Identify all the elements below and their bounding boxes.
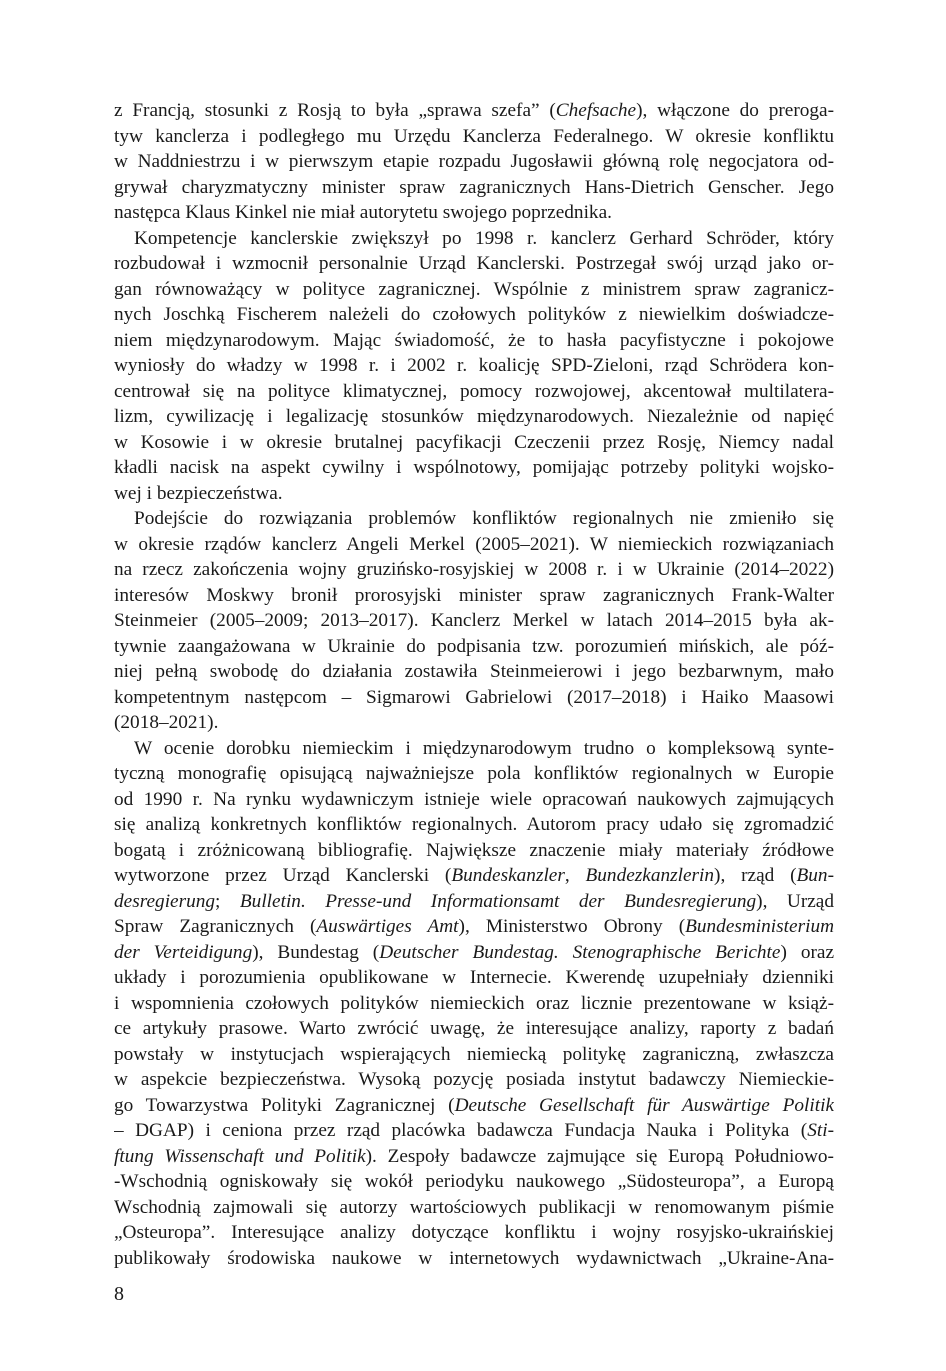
text-line: kompetentnym następcom – Sigmarowi Gabrielowi (2017–2018) i Haiko Maasowi — [114, 686, 834, 708]
text-line: tyczną monografię opisującą najważniejsze pola konfliktów regionalnych w Europie — [114, 763, 834, 784]
text-line: się analizą konkretnych konfliktów regionalnych. Autorom pracy udało się zgromadzić — [114, 814, 834, 835]
paragraph — [114, 736, 834, 1272]
paragraph — [114, 226, 834, 507]
text-line: w aspekcie bezpieczeństwa. Wysoką pozycję posiada instytut badawczy Niemieckie- — [114, 1069, 834, 1090]
text-line: niej pełną swobodę do działania zostawiła Steinmeierowi i jego bezbarwnym, mało — [114, 661, 834, 682]
text-line: – DGAP) i ceniona przez rząd placówka badawcza Fundacja Nauka i Polityka (Sti- — [114, 1120, 834, 1141]
text-line: niem międzynarodowym. Mając świadomość, że to hasła pacyfistyczne i pokojowe — [114, 329, 834, 351]
text-line: tywnie zaangażowana w Ukrainie do podpisania tzw. porozumień mińskich, ale póź- — [114, 635, 834, 657]
text-line: Steinmeier (2005–2009; 2013–2017). Kanclerz Merkel w latach 2014–2015 była ak- — [114, 610, 834, 631]
text-line: i wspomnienia czołowych polityków niemieckich oraz licznie prezentowane w książ- — [114, 992, 834, 1014]
text-line: Wschodnią zajmowali się autorzy wartościowych publikacji w renomowanym piśmie — [114, 1196, 834, 1218]
text-line: wyniosły do władzy w 1998 r. i 2002 r. koalicję SPD-Zieloni, rząd Schrödera kon- — [114, 355, 834, 376]
text-line: układy i porozumienia opublikowane w Internecie. Kwerendę uzupełniały dzienniki — [114, 967, 834, 988]
text-line: z Francją, stosunki z Rosją to była „sprawa szefa” (Chefsache), włączone do preroga- — [114, 100, 834, 121]
text-line: grywał charyzmatyczny minister spraw zagranicznych Hans-Dietrich Genscher. Jego — [114, 176, 834, 198]
page-number: 8 — [114, 1283, 124, 1305]
text-line: W ocenie dorobku niemieckim i międzynarodowym trudno o kompleksową synte- — [134, 737, 834, 759]
text-line: od 1990 r. Na rynku wydawniczym istnieje wiele opracowań naukowych zajmujących — [114, 788, 834, 810]
text-line: desregierung; Bulletin. Presse-und Informationsamt der Bundesregierung), Urząd — [114, 890, 834, 912]
text-line: tyw kanclerza i podległego mu Urzędu Kanclerza Federalnego. W okresie konfliktu — [114, 125, 834, 147]
text-line: „Osteuropa”. Interesujące analizy dotyczące konfliktu i wojny rosyjsko-ukraińskiej — [114, 1222, 834, 1243]
text-line: nych Joschką Fischerem należeli do czołowych polityków z niewielkim doświadcze- — [114, 304, 834, 325]
text-line: interesów Moskwy bronił prorosyjski minister spraw zagranicznych Frank-Walter — [114, 584, 834, 606]
text-line: w Kosowie i w okresie brutalnej pacyfikacji Czeczenii przez Rosję, Niemcy nadal — [114, 431, 834, 453]
text-line: publikowały środowiska naukowe w internetowych wydawnictwach „Ukraine-Ana- — [114, 1247, 834, 1269]
text-line: gan równoważący w polityce zagranicznej. Wspólnie z ministrem spraw zagranicz- — [114, 278, 834, 300]
text-line: w Naddniestrzu i w pierwszym etapie rozpadu Jugosławii główną rolę negocjatora od- — [114, 151, 834, 172]
text-line: go Towarzystwa Polityki Zagranicznej (Deutsche Gesellschaft für Auswärtige Politik — [114, 1094, 834, 1116]
text-line: w okresie rządów kanclerz Angeli Merkel (2005–2021). W niemieckich rozwiązaniach — [114, 533, 834, 555]
text-line: centrował się na polityce klimatycznej, pomocy rozwojowej, akcentował multilatera- — [114, 380, 834, 402]
text-line: -Wschodnią ogniskowały się wokół periodyku naukowego „Südosteuropa”, a Europą — [114, 1171, 834, 1192]
text-line: lizm, cywilizację i legalizację stosunków międzynarodowych. Niezależnie od napięć — [114, 406, 834, 427]
text-line: der Verteidigung), Bundestag (Deutscher Bundestag. Stenographische Berichte) oraz — [114, 941, 834, 963]
paragraph — [114, 506, 834, 736]
text-line: Podejście do rozwiązania problemów konfliktów regionalnych nie zmieniło się — [134, 508, 834, 529]
text-line: Kompetencje kanclerskie zwiększył po 1998 r. kanclerz Gerhard Schröder, który — [134, 227, 834, 249]
text-line: na rzecz zakończenia wojny gruzińsko-rosyjskiej w 2008 r. i w Ukrainie (2014–2022) — [114, 559, 834, 580]
paragraph — [114, 98, 834, 226]
text-line: rozbudował i wzmocnił personalnie Urząd Kanclerski. Postrzegał swój urząd jako or- — [114, 253, 834, 274]
text-line: ftung Wissenschaft und Politik). Zespoły badawcze zajmujące się Europą Południowo- — [114, 1145, 834, 1167]
body-text — [114, 98, 834, 1271]
text-line: powstały w instytucjach wspierających niemiecką politykę zagraniczną, zwłaszcza — [114, 1043, 834, 1065]
text-line: (2018–2021). — [114, 712, 219, 733]
text-line: bogatą i zróżnicowaną bibliografię. Największe znaczenie miały materiały źródłowe — [114, 839, 834, 861]
text-line: następca Klaus Kinkel nie miał autorytetu swojego poprzednika. — [114, 202, 612, 223]
text-line: ce artykuły prasowe. Warto zwrócić uwagę, że interesujące analizy, raporty z badań — [114, 1018, 834, 1039]
text-line: wej i bezpieczeństwa. — [114, 482, 283, 504]
text-line: Spraw Zagranicznych (Auswärtiges Amt), Ministerstwo Obrony (Bundesministerium — [114, 916, 834, 937]
text-line: wytworzone przez Urząd Kanclerski (Bundeskanzler, Bundezkanzlerin), rząd (Bun- — [114, 865, 834, 886]
text-line: kładli nacisk na aspekt cywilny i wspólnotowy, pomijając potrzeby polityki wojsko- — [114, 457, 834, 478]
